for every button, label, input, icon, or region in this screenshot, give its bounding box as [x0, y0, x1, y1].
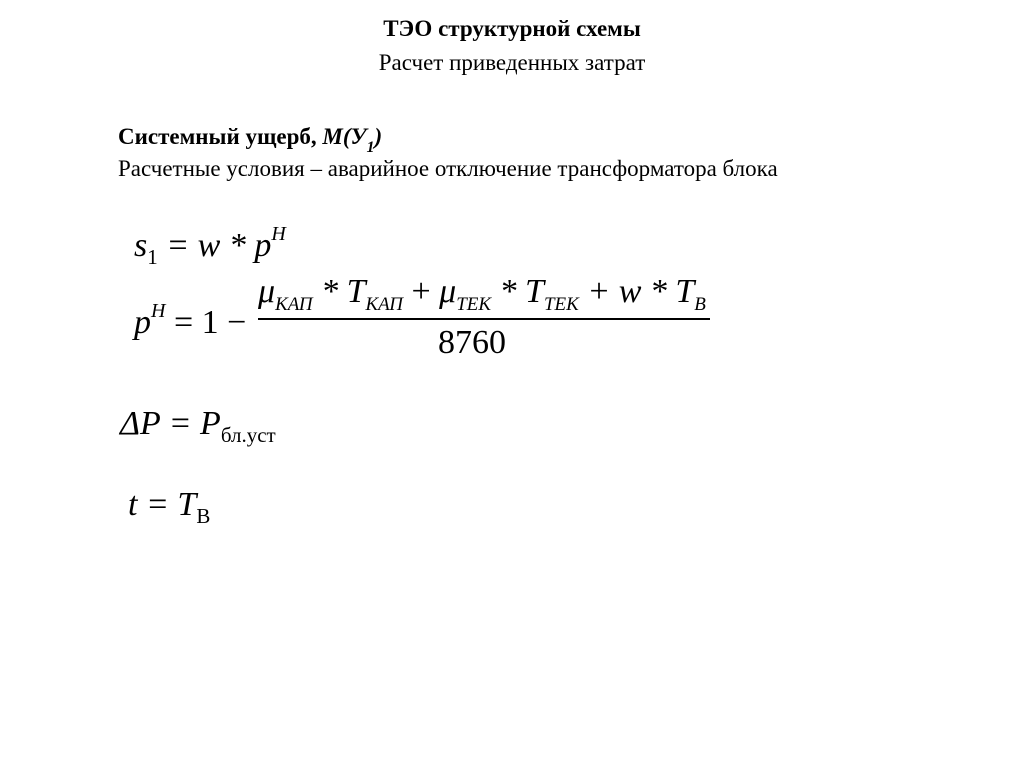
f1-rhs: = w * p: [157, 227, 272, 264]
f1-s-sub: 1: [147, 245, 158, 269]
calculation-conditions: Расчетные условия – аварийное отключение трансформатора блока: [118, 156, 778, 181]
f2-p: p: [134, 304, 151, 341]
f4-eq: = T: [137, 486, 197, 523]
heading-symbol-sub: 1: [366, 139, 375, 156]
heading-symbol: М(У: [322, 124, 367, 149]
slide-subtitle: Расчет приведенных затрат: [378, 50, 646, 75]
formula-t: [128, 488, 210, 527]
f2-plus2: + w * T: [578, 273, 695, 310]
f1-s: s: [134, 227, 148, 264]
f3-lhs: ΔP: [120, 405, 161, 442]
f2-mu1: μ: [258, 273, 276, 310]
f2-plus1: +: [402, 273, 440, 310]
heading-close: ): [374, 124, 383, 149]
f2-p-sup: H: [151, 300, 166, 322]
f2-t2: * T: [491, 273, 544, 310]
f4-lhs: t: [128, 486, 138, 523]
f2-mu2: μ: [439, 273, 457, 310]
f2-tb-sub: В: [694, 294, 706, 315]
f2-t1: * T: [312, 273, 366, 310]
formula-s1: [134, 224, 286, 268]
heading-label: Системный ущерб,: [118, 124, 323, 149]
f4-sub: В: [196, 504, 211, 528]
formula-pH-denominator: 8760: [438, 324, 506, 361]
f3-eq: = P: [160, 405, 221, 442]
formula-pH-left: [134, 301, 246, 340]
f2-eq: = 1 −: [165, 304, 247, 341]
f3-sub: бл.уст: [220, 423, 276, 447]
formula-delta-p: [120, 407, 276, 446]
f2-t2-sub: ТЕК: [543, 294, 579, 315]
slide-title: ТЭО структурной схемы: [383, 16, 641, 41]
f2-mu2-sub: ТЕК: [456, 294, 492, 315]
f1-rhs-sup: H: [271, 223, 286, 245]
f2-t1-sub: КАП: [365, 294, 403, 315]
formula-pH-numerator: [258, 275, 706, 314]
section-heading: [118, 124, 382, 157]
fraction-bar: [258, 318, 710, 320]
f2-mu1-sub: КАП: [275, 294, 313, 315]
